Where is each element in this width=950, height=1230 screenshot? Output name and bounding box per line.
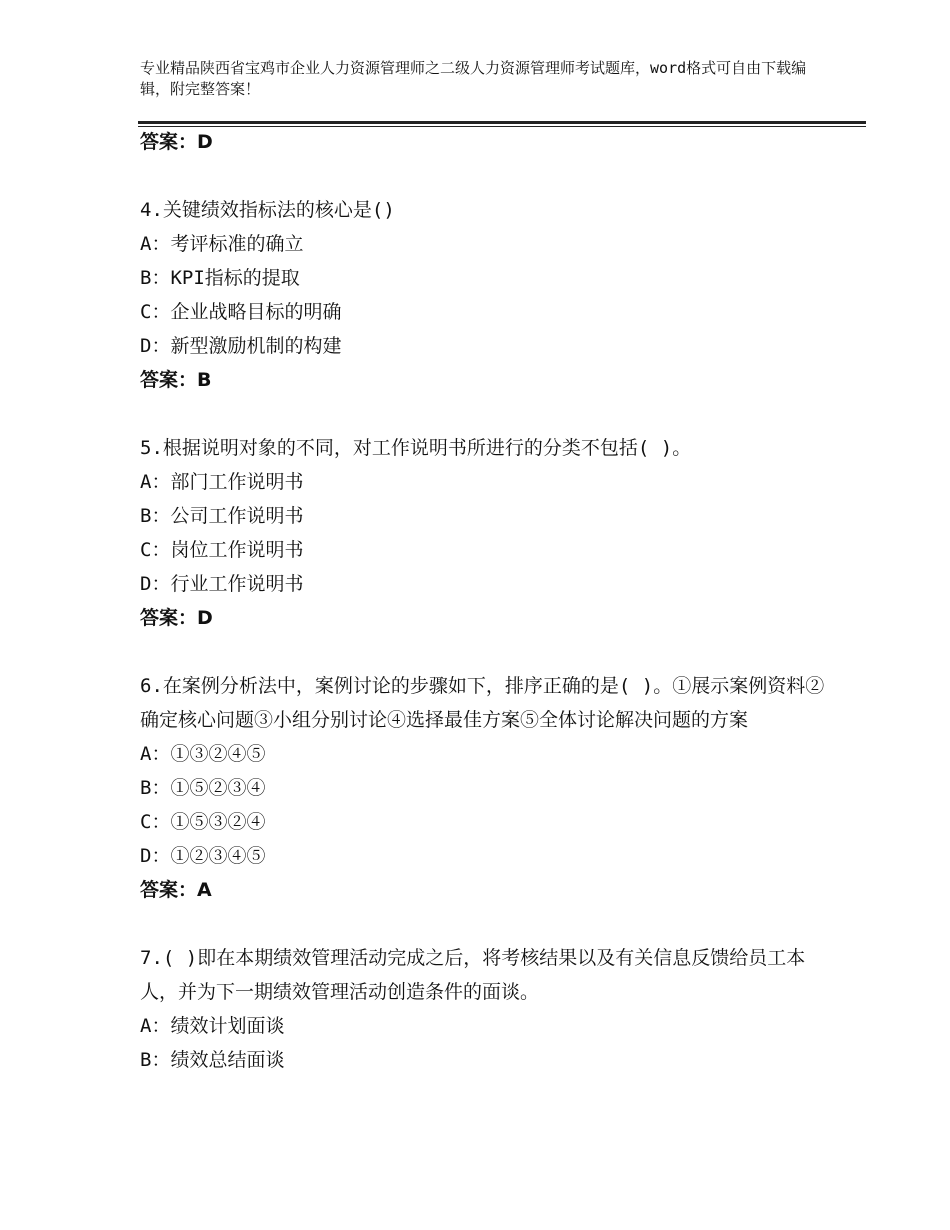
option-d: D：新型激励机制的构建 [140,335,342,357]
option-c: C：①⑤③②④ [140,811,266,833]
option-c: C：岗位工作说明书 [140,539,304,561]
question-stem: 7.( )即在本期绩效管理活动完成之后，将考核结果以及有关信息反馈给员工本人，并为下一期绩效管理活动创造条件的面谈。 [140,947,806,1003]
answer-line: 答案：A [140,879,212,901]
answer-line: 答案：B [140,369,212,391]
question-stem: 4.关键绩效指标法的核心是() [140,199,395,221]
option-b: B：绩效总结面谈 [140,1049,285,1071]
question-block [140,941,840,1077]
answer-line: 答案：D [140,607,213,629]
option-b: B：公司工作说明书 [140,505,304,527]
question-list [140,125,840,1077]
question-block [140,193,840,397]
option-b: B：KPI指标的提取 [140,267,300,289]
option-a: A：绩效计划面谈 [140,1015,285,1037]
header-rule-thick [138,121,866,124]
option-a: A：考评标准的确立 [140,233,304,255]
question-block [140,431,840,635]
option-c: C：企业战略目标的明确 [140,301,342,323]
option-d: D：①②③④⑤ [140,845,266,867]
document-header: 专业精品陕西省宝鸡市企业人力资源管理师之二级人力资源管理师考试题库，word格式可自由下载编辑，附完整答案！ [140,59,807,98]
option-b: B：①⑤②③④ [140,777,266,799]
option-a: A：①③②④⑤ [140,743,266,765]
question-stem: 6.在案例分析法中，案例讨论的步骤如下，排序正确的是( )。①展示案例资料②确定核心问题③小组分别讨论④选择最佳方案⑤全体讨论解决问题的方案 [140,675,825,731]
question-stem: 5.根据说明对象的不同，对工作说明书所进行的分类不包括( )。 [140,437,692,459]
question-block [140,669,840,907]
answer-line: 答案：D [140,131,213,153]
option-a: A：部门工作说明书 [140,471,304,493]
option-d: D：行业工作说明书 [140,573,304,595]
